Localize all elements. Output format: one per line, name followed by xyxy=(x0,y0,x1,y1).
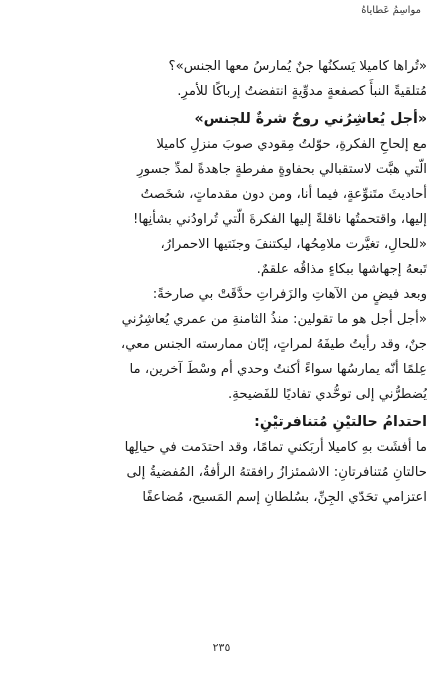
page-number: ٢٣٥ xyxy=(212,641,231,654)
section-heading: احتدامُ حالتيْنِ مُتنافرتيْنِ: xyxy=(254,414,427,430)
text-line: «أجل أجل هو ما تقولين: منذُ الثامنةِ من عمري يُعاشِرُني xyxy=(121,312,427,327)
text-line: جنٌ، وقد رأيتُ طيفَهُ لمراتٍ، إبّان ممارسته الجنس معي، xyxy=(120,337,427,352)
text-line: حالتانِ مُتنافرتانِ: الاشمئزازُ رافقتهُ الرأفةُ، المُفضيةُ إلى xyxy=(126,465,427,480)
text-line: «للحالِ، تغيَّرت ملامِحُها، ليكتنفَ وجنَتيها الاحمرارُ، xyxy=(160,237,427,252)
text-line: تَبعهُ إجهاشها ببكاءٍ مذاقُه علقمٌ. xyxy=(256,262,427,277)
text-line: اعتزامي تحَدّي الجِنِّ، بسُلطانِ إسم المَسيح، مُضاعفًا xyxy=(142,490,427,505)
text-line: مُتلقيةً النبأَ كصفعةٍ مدوِّيةٍ انتفضتُ إرباكًا للأمرِ. xyxy=(177,84,427,99)
text-line: الّتي هبَّت لاستقبالي بحفاوةٍ مفرطةٍ جاهدةً لمدِّ جسورِ xyxy=(137,162,427,177)
text-line: «تُراها كاميلا يَسكنُها جنٌ يُمارسُ معها الجنس»؟ xyxy=(168,59,427,74)
section-heading: «أجل يُعاشِرُني روحٌ شرةٌ للجنس» xyxy=(194,111,427,127)
text-line: يُضطرُّني إلى توحُّدي تفاديًا للفَضيحةِ. xyxy=(228,387,427,402)
page-body xyxy=(16,54,427,510)
running-header: مواسِمُ عَطاياهُ xyxy=(361,5,421,16)
text-line: إليها، واقتحمتُها ناقلةً إليها الفكرةَ الّتي تُراودُني بشأنِها! xyxy=(133,212,427,227)
text-line: عِلمًا أنّه يمارسُها سواءً أكنتُ وحدي أم وسْطَ آخرين، ما xyxy=(129,362,427,377)
text-line: ما أفشَت بهِ كاميلا أربَكني تمامًا، وقد احتدَمت في حيالِها xyxy=(124,440,427,455)
text-line: وبعد فيضٍ من الآهاتِ والزَفراتِ حدَّقَتْ بي صارخةً: xyxy=(152,287,427,302)
text-line: مع إلحاحِ الفكرةِ، حوّلتُ مِقودي صوبَ منزلِ كاميلا xyxy=(156,137,427,152)
text-line: أحاديثَ متَنوِّعةٍ، فيما أنا، ومن دون مقدماتٍ، شخَصتُ xyxy=(140,187,427,202)
